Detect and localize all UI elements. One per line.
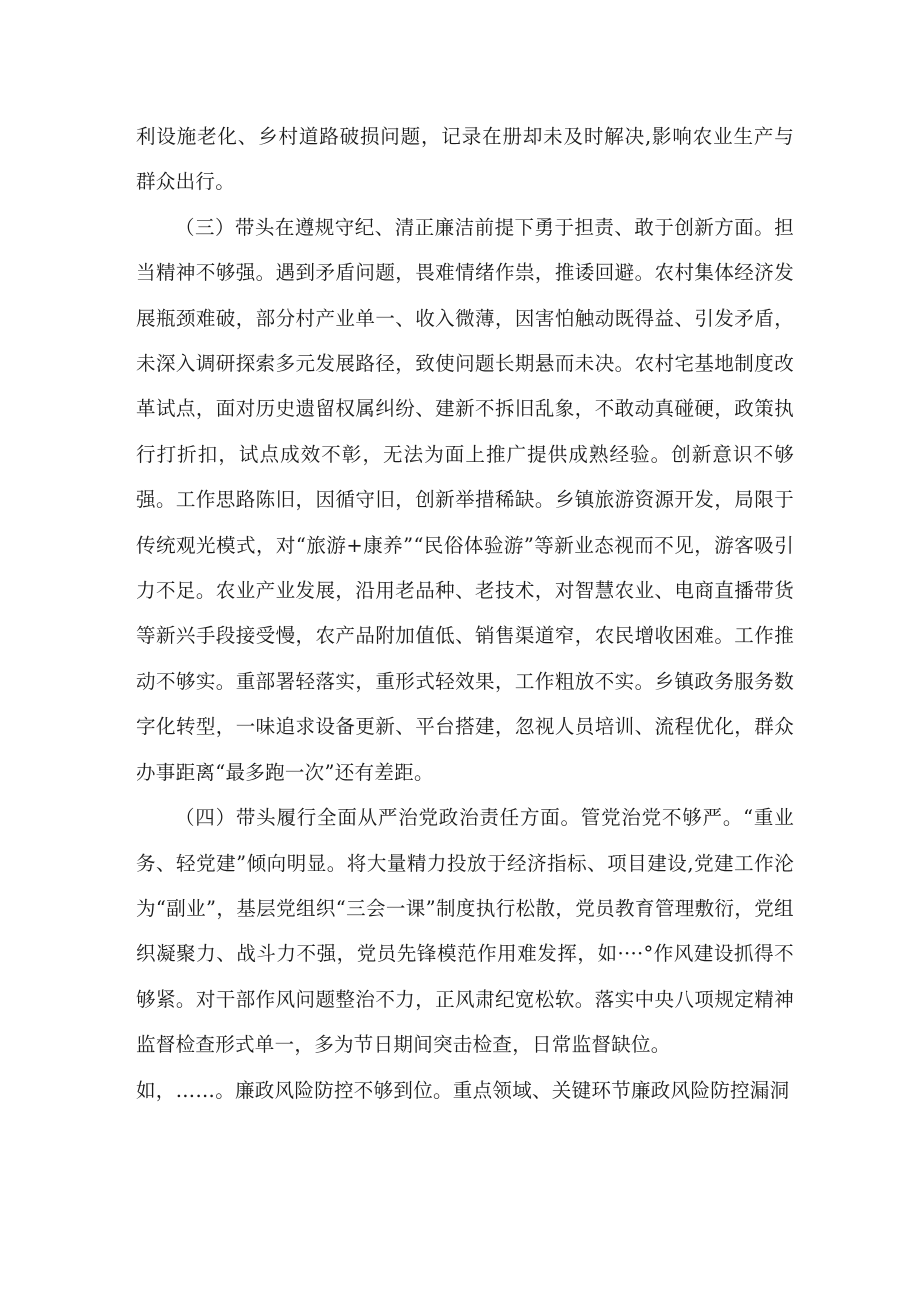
- paragraph-tail: 如，……。廉政风险防控不够到位。重点领域、关键环节廉政风险防控漏洞: [136, 1078, 790, 1102]
- paragraph-section-4: （四）带头履行全面从严治党政治责任方面。管党治党不够严。“重业务、轻党建”倾向明显。将大量精力投放于经济指标、项目建设,党建工作沦为“副业”，基层党组织“三会一课”制度执行松散，党员教育管理敷衍，党组织凝聚力、战斗力不强，党员先锋模范作用难发挥，如····°作风建设抓得不够紧。对干部作风问题整治不力，正风肃纪宽松软。落实中央八项规定精神监督检查形式单一，多为节日期间突击检查，日常监督缺位。: [136, 806, 794, 1057]
- paragraph-continued: 利设施老化、乡村道路破损问题，记录在册却未及时解决,影响农业生产与群众出行。: [136, 125, 794, 194]
- document-body: [136, 114, 794, 1113]
- paragraph-section-3: （三）带头在遵规守纪、清正廉洁前提下勇于担责、敢于创新方面。担当精神不够强。遇到矛盾问题，畏难情绪作祟，推诿回避。农村集体经济发展瓶颈难破，部分村产业单一、收入微薄，因害怕触动既得益、引发矛盾，未深入调研探索多元发展路径，致使问题长期悬而未决。农村宅基地制度改革试点，面对历史遗留权属纠纷、建新不拆旧乱象，不敢动真碰硬，政策执行打折扣，试点成效不彰，无法为面上推广提供成熟经验。创新意识不够强。工作思路陈旧，因循守旧，创新举措稀缺。乡镇旅游资源开发，局限于传统观光模式，对“旅游+康养”“民俗体验游”等新业态视而不见，游客吸引力不足。农业产业发展，沿用老品种、老技术，对智慧农业、电商直播带货等新兴手段接受慢，农产品附加值低、销售渠道窄，农民增收困难。工作推动不够实。重部署轻落实，重形式轻效果，工作粗放不实。乡镇政务服务数字化转型，一味追求设备更新、平台搭建，忽视人员培训、流程优化，群众办事距离“最多跑一次”还有差距。: [136, 215, 794, 784]
